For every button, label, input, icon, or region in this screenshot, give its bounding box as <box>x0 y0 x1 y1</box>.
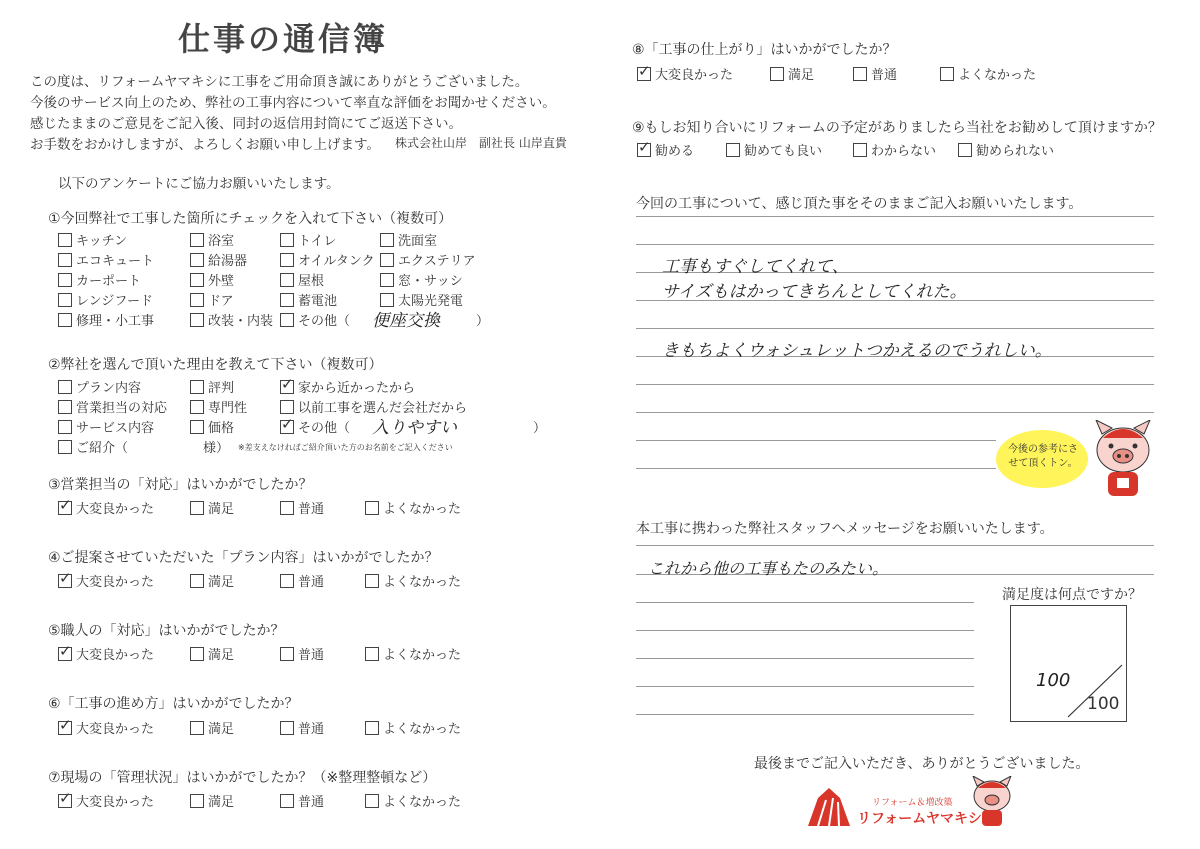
q2-referral-note: ※差支えなければご紹介頂いた方のお名前をご記入ください <box>238 443 453 452</box>
logo-subtitle: リフォーム＆増改築 <box>872 798 953 808</box>
pig-mascot-icon <box>1088 420 1158 500</box>
q2-option-plan[interactable]: プラン内容 <box>58 377 141 396</box>
q2-option-previous[interactable]: 以前工事を選んだ会社だから <box>280 397 467 416</box>
q1-option-other[interactable]: その他（ <box>280 310 350 329</box>
q1-option-ecocute[interactable]: エコキュート <box>58 250 154 269</box>
checkbox-checked[interactable] <box>58 721 72 735</box>
q1-option-solar[interactable]: 太陽光発電 <box>380 290 463 309</box>
q6-option-very-good[interactable]: ✓ 大変良かった <box>58 718 154 737</box>
q5-option-normal[interactable]: 普通 <box>280 644 324 663</box>
staff-message[interactable]: これから他の工事もたのみたい。 <box>648 559 889 578</box>
checkbox-checked[interactable] <box>58 574 72 588</box>
checkbox[interactable] <box>190 400 204 414</box>
q7-option-normal[interactable]: 普通 <box>280 791 324 810</box>
checkbox[interactable] <box>190 233 204 247</box>
q2-option-referral[interactable]: ご紹介（ <box>58 437 128 456</box>
q2-option-service[interactable]: サービス内容 <box>58 417 154 436</box>
q5-option-bad[interactable]: よくなかった <box>365 644 461 663</box>
checkbox[interactable] <box>58 273 72 287</box>
q2-label: ②弊社を選んで頂いた理由を教えて下さい（複数可） <box>48 357 383 373</box>
q6-label: ⑥「工事の進め方」はいかがでしたか？ <box>48 696 299 712</box>
q2-option-other[interactable]: ✓ その他（ <box>280 417 350 436</box>
q4-option-bad[interactable]: よくなかった <box>365 571 461 590</box>
checkbox[interactable] <box>365 794 379 808</box>
checkbox[interactable] <box>853 143 867 157</box>
q9-option-recommend[interactable]: ✓ 勧める <box>637 140 694 159</box>
checkbox[interactable] <box>190 420 204 434</box>
checkbox[interactable] <box>58 233 72 247</box>
q1-option-repair[interactable]: 修理・小工事 <box>58 310 154 329</box>
checkbox-checked[interactable] <box>58 647 72 661</box>
comment-rule <box>636 384 1154 385</box>
checkbox-checked[interactable] <box>58 794 72 808</box>
q1-option-outer-wall[interactable]: 外壁 <box>190 270 234 289</box>
checkbox[interactable] <box>58 313 72 327</box>
comment-rule <box>636 468 996 469</box>
q1-other-close: ） <box>476 314 490 329</box>
q1-option-exterior[interactable]: エクステリア <box>380 250 476 269</box>
q1-option-bath[interactable]: 浴室 <box>190 230 234 249</box>
intro-line-3: 感じたままのご意見をご記入後、同封の返信用封筒にてご返送下さい。 <box>30 116 462 132</box>
checkbox[interactable] <box>853 67 867 81</box>
q6-option-satisfied[interactable]: 満足 <box>190 718 234 737</box>
q1-option-range-hood[interactable]: レンジフード <box>58 290 153 309</box>
checkbox[interactable] <box>190 313 204 327</box>
checkbox[interactable] <box>280 313 294 327</box>
q7-option-very-good[interactable]: ✓ 大変良かった <box>58 791 154 810</box>
checkbox[interactable] <box>380 273 394 287</box>
checkbox[interactable] <box>726 143 740 157</box>
logo-name: リフォームヤマキシ <box>857 811 982 827</box>
checkbox[interactable] <box>280 400 294 414</box>
checkbox[interactable] <box>58 420 72 434</box>
score-label: 満足度は何点ですか？ <box>1002 587 1142 603</box>
staff-rule <box>636 630 974 631</box>
staff-rule <box>636 545 1154 546</box>
checkbox[interactable] <box>190 293 204 307</box>
q4-option-very-good[interactable]: ✓ 大変良かった <box>58 571 154 590</box>
q6-option-normal[interactable]: 普通 <box>280 718 324 737</box>
comment-line-1[interactable]: 工事もすぐしてくれて、 <box>662 257 849 277</box>
checkbox[interactable] <box>940 67 954 81</box>
q1-other-handwritten[interactable]: 便座交換 <box>372 311 440 331</box>
staff-rule <box>636 602 974 603</box>
company-logo-icon <box>808 786 850 826</box>
checkbox[interactable] <box>58 400 72 414</box>
score-value[interactable]: 100 <box>1036 670 1071 691</box>
staff-rule <box>636 714 974 715</box>
q5-option-very-good[interactable]: ✓ 大変良かった <box>58 644 154 663</box>
checkbox-checked[interactable] <box>280 420 294 434</box>
checkbox[interactable] <box>58 440 72 454</box>
comment-rule <box>636 244 1154 245</box>
comment-rule <box>636 440 996 441</box>
q9-option-cannot-recommend[interactable]: 勧められない <box>958 140 1054 159</box>
checkbox[interactable] <box>380 233 394 247</box>
q3-option-normal[interactable]: 普通 <box>280 498 324 517</box>
checkbox[interactable] <box>190 380 204 394</box>
q1-option-toilet[interactable]: トイレ <box>280 230 336 249</box>
pig-logo-icon <box>968 776 1016 828</box>
q8-label: ⑧「工事の仕上がり」はいかがでしたか？ <box>632 42 897 58</box>
q1-label: ①今回弊社で工事した箇所にチェックを入れて下さい（複数可） <box>48 211 453 227</box>
comment-label: 今回の工事について、感じ頂た事をそのままご記入お願いいたします。 <box>636 196 1083 212</box>
q9-option-dont-know[interactable]: わからない <box>853 140 936 159</box>
q4-option-normal[interactable]: 普通 <box>280 571 324 590</box>
checkbox[interactable] <box>280 794 294 808</box>
checkbox[interactable] <box>770 67 784 81</box>
q7-option-satisfied[interactable]: 満足 <box>190 791 234 810</box>
checkbox[interactable] <box>190 721 204 735</box>
checkbox[interactable] <box>280 273 294 287</box>
staff-rule <box>636 686 974 687</box>
q8-option-bad[interactable]: よくなかった <box>940 64 1036 83</box>
signature: 株式会社山岸 副社長 山岸直貴 <box>395 136 567 150</box>
q1-option-renovation[interactable]: 改装・内装 <box>190 310 273 329</box>
q9-label: ⑨もしお知り合いにリフォームの予定がありましたら当社をお勧めして頂けますか？ <box>632 120 1162 136</box>
checkbox[interactable] <box>280 293 294 307</box>
checkbox-checked[interactable] <box>637 67 651 81</box>
checkbox[interactable] <box>190 574 204 588</box>
checkbox[interactable] <box>365 574 379 588</box>
speech-bubble-text: 今後の参考にさせて頂くトン。 <box>1008 444 1078 469</box>
checkbox[interactable] <box>380 253 394 267</box>
q6-option-bad[interactable]: よくなかった <box>365 718 461 737</box>
checkbox-checked[interactable] <box>58 501 72 515</box>
checkbox[interactable] <box>280 253 294 267</box>
q2-other-handwritten[interactable]: 入りやすい <box>372 418 457 438</box>
q4-option-satisfied[interactable]: 満足 <box>190 571 234 590</box>
comment-line-2[interactable]: サイズもはかってきちんとしてくれた。 <box>662 282 967 302</box>
checkbox[interactable] <box>958 143 972 157</box>
checkbox[interactable] <box>365 501 379 515</box>
checkbox[interactable] <box>58 293 72 307</box>
checkbox[interactable] <box>190 253 204 267</box>
q2-option-expertise[interactable]: 専門性 <box>190 397 247 416</box>
checkbox[interactable] <box>190 794 204 808</box>
q2-other-close: ） <box>533 421 547 436</box>
page-title: 仕事の通信簿 <box>178 20 389 58</box>
checkbox[interactable] <box>190 501 204 515</box>
q1-option-oil-tank[interactable]: オイルタンク <box>280 250 375 269</box>
checkbox[interactable] <box>280 647 294 661</box>
q1-option-water-heater[interactable]: 給湯器 <box>190 250 247 269</box>
checkbox-checked[interactable] <box>280 380 294 394</box>
comment-rule <box>636 216 1154 217</box>
checkbox-checked[interactable] <box>637 143 651 157</box>
checkbox[interactable] <box>280 574 294 588</box>
q1-option-battery[interactable]: 蓄電池 <box>280 290 337 309</box>
intro-line-4: お手数をおかけしますが、よろしくお願い申し上げます。 <box>30 137 380 153</box>
q8-option-normal[interactable]: 普通 <box>853 64 897 83</box>
q3-option-satisfied[interactable]: 満足 <box>190 498 234 517</box>
q4-label: ④ご提案させていただいた「プラン内容」はいかがでしたか？ <box>48 550 439 566</box>
q7-label: ⑦現場の「管理状況」はいかがでしたか？（※整理整頓など） <box>48 770 437 786</box>
q8-option-satisfied[interactable]: 満足 <box>770 64 814 83</box>
score-max: 100 <box>1087 694 1120 714</box>
checkbox[interactable] <box>280 721 294 735</box>
q5-label: ⑤職人の「対応」はいかがでしたか？ <box>48 623 285 639</box>
q3-label: ③営業担当の「対応」はいかがでしたか？ <box>48 477 313 493</box>
comment-line-3[interactable]: きもちよくウォシュレットつかえるのでうれしい。 <box>662 341 1052 361</box>
staff-label: 本工事に携わった弊社スタッフへメッセージをお願いいたします。 <box>636 521 1054 537</box>
q9-option-may-recommend[interactable]: 勧めても良い <box>726 140 822 159</box>
q1-option-washroom[interactable]: 洗面室 <box>380 230 437 249</box>
q3-option-bad[interactable]: よくなかった <box>365 498 461 517</box>
q2-option-price[interactable]: 価格 <box>190 417 234 436</box>
staff-rule <box>636 658 974 659</box>
q3-option-very-good[interactable]: ✓ 大変良かった <box>58 498 154 517</box>
q8-option-very-good[interactable]: ✓ 大変良かった <box>637 64 733 83</box>
q5-option-satisfied[interactable]: 満足 <box>190 644 234 663</box>
checkbox[interactable] <box>280 501 294 515</box>
q1-option-carport[interactable]: カーポート <box>58 270 141 289</box>
q2-option-sales-response[interactable]: 営業担当の対応 <box>58 397 167 416</box>
q2-option-reputation[interactable]: 評判 <box>190 377 234 396</box>
checkbox[interactable] <box>58 380 72 394</box>
q7-option-bad[interactable]: よくなかった <box>365 791 461 810</box>
q1-option-kitchen[interactable]: キッチン <box>58 230 127 249</box>
checkbox[interactable] <box>190 273 204 287</box>
comment-rule <box>636 412 1154 413</box>
checkbox[interactable] <box>365 647 379 661</box>
checkbox[interactable] <box>280 233 294 247</box>
comment-rule <box>636 328 1154 329</box>
q1-option-window[interactable]: 窓・サッシ <box>380 270 463 289</box>
survey-lead: 以下のアンケートにご協力お願いいたします。 <box>58 176 340 192</box>
checkbox[interactable] <box>365 721 379 735</box>
checkbox[interactable] <box>58 253 72 267</box>
closing-text: 最後までご記入いただき、ありがとうございました。 <box>754 756 1090 772</box>
q1-option-door[interactable]: ドア <box>190 290 234 309</box>
checkbox[interactable] <box>190 647 204 661</box>
q2-option-nearby[interactable]: ✓ 家から近かったから <box>280 377 415 396</box>
q1-option-roof[interactable]: 屋根 <box>280 270 324 289</box>
q2-referral-suffix: 様） <box>203 441 230 456</box>
intro-line-1: この度は、リフォームヤマキシに工事をご用命頂き誠にありがとうございました。 <box>30 74 529 90</box>
checkbox[interactable] <box>380 293 394 307</box>
intro-line-2: 今後のサービス向上のため、弊社の工事内容について率直な評価をお聞かせください。 <box>30 95 556 111</box>
